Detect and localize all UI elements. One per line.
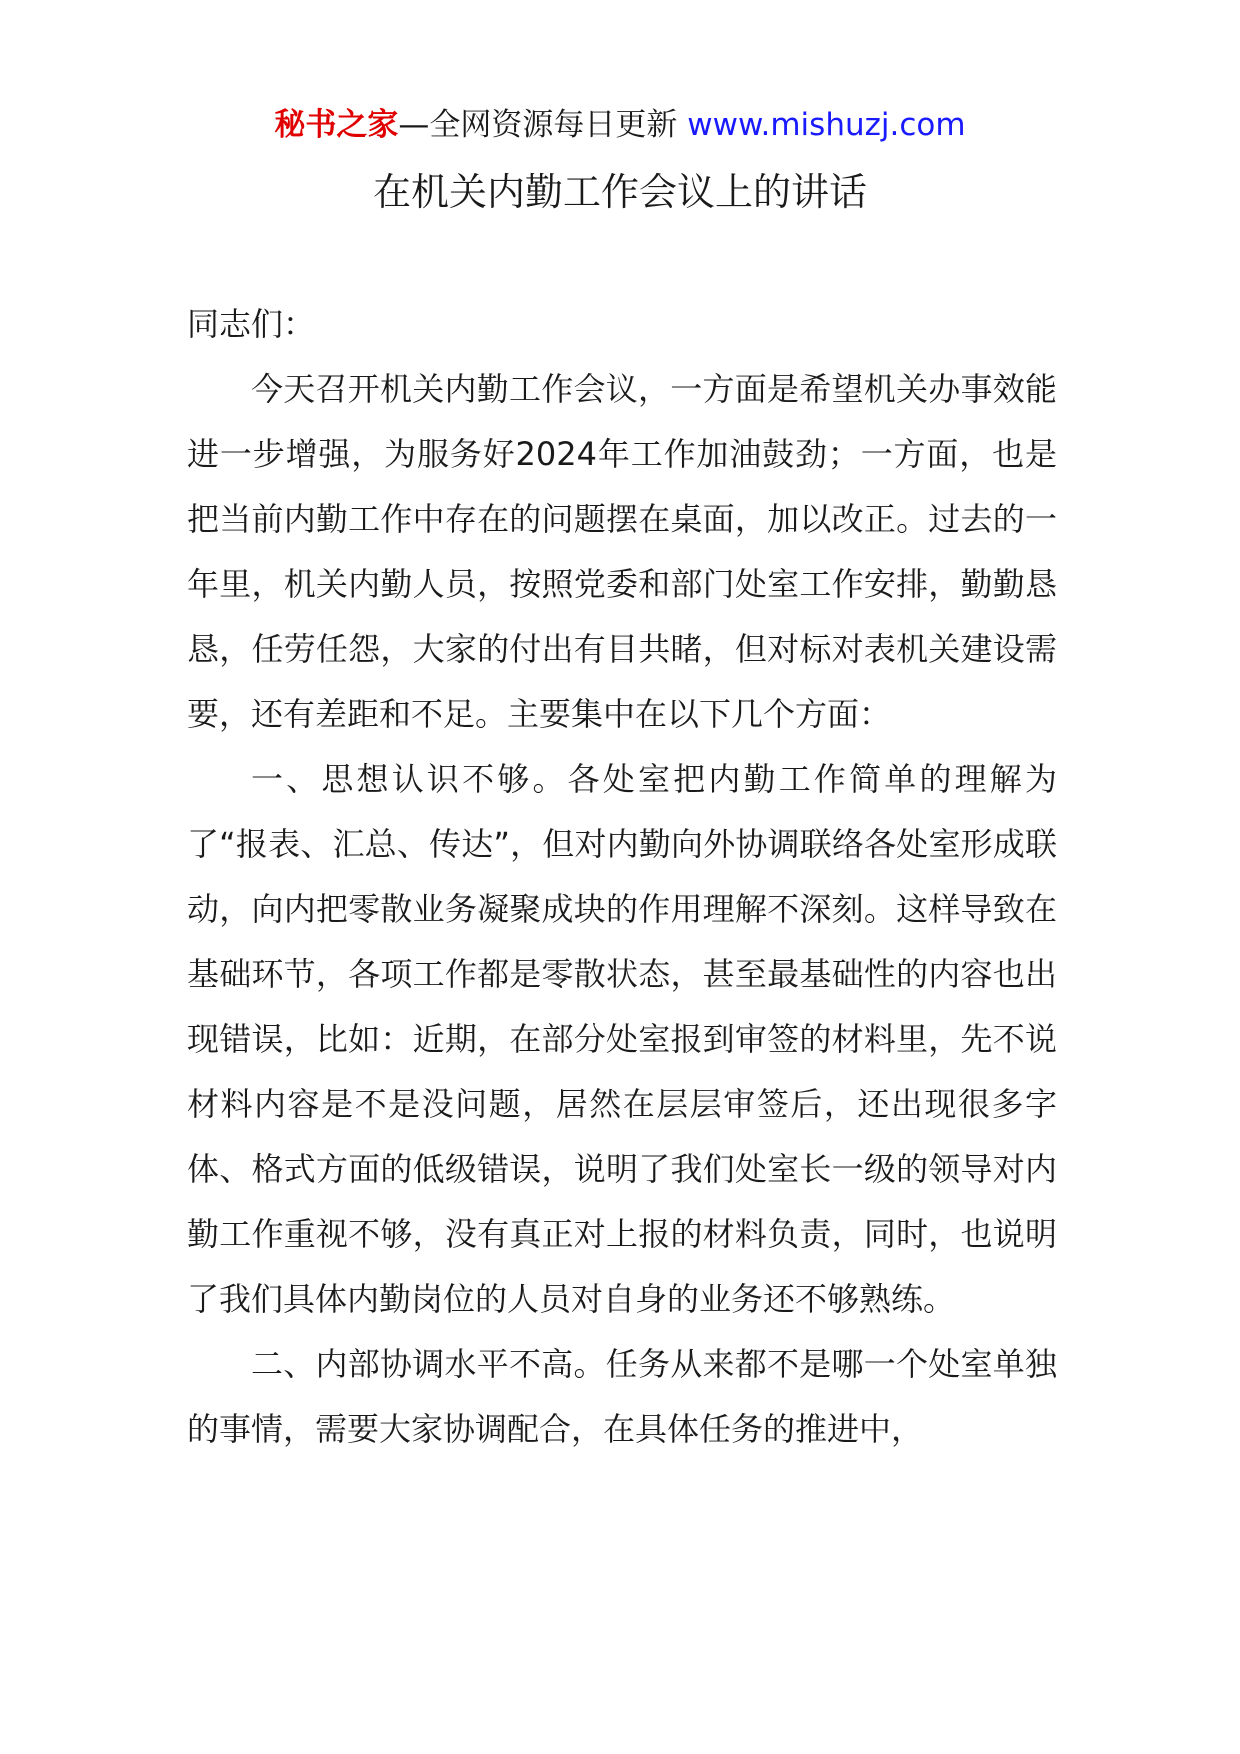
paragraph-point-one: 一、思想认识不够。各处室把内勤工作简单的理解为了“报表、汇总、传达”，但对内勤向外协调联络各处室形成联动，向内把零散业务凝聚成块的作用理解不深刻。这样导致在基础环节，各项工作都是零散状态，甚至最基础性的内容也出现错误，比如：近期，在部分处室报到审签的材料里，先不说材料内容是不是没问题，居然在层层审签后，还出现很多字体、格式方面的低级错误，说明了我们处室长一级的领导对内勤工作重视不够，没有真正对上报的材料负责，同时，也说明了我们具体内勤岗位的人员对自身的业务还不够熟练。	[187, 760, 1057, 1318]
paragraph-point-two: 二、内部协调水平不高。任务从来都不是哪一个处室单独的事情，需要大家协调配合，在具体任务的推进中，	[187, 1345, 1057, 1448]
header-slogan: —全网资源每日更新	[398, 107, 678, 143]
document-title: 在机关内勤工作会议上的讲话	[372, 170, 867, 214]
watermark-header	[0, 100, 1240, 150]
site-url-link[interactable]: www.mishuzj.com	[687, 107, 966, 143]
salutation: 同志们：	[187, 305, 316, 343]
brand-name: 秘书之家	[274, 107, 399, 143]
paragraph-intro: 今天召开机关内勤工作会议，一方面是希望机关办事效能进一步增强，为服务好2024年工作加油鼓劲；一方面，也是把当前内勤工作中存在的问题摆在桌面，加以改正。过去的一年里，机关内勤人员，按照党委和部门处室工作安排，勤勤恳恳，任劳任怨，大家的付出有目共睹，但对标对表机关建设需要，还有差距和不足。主要集中在以下几个方面：	[187, 370, 1057, 733]
document-body	[187, 292, 1057, 1462]
